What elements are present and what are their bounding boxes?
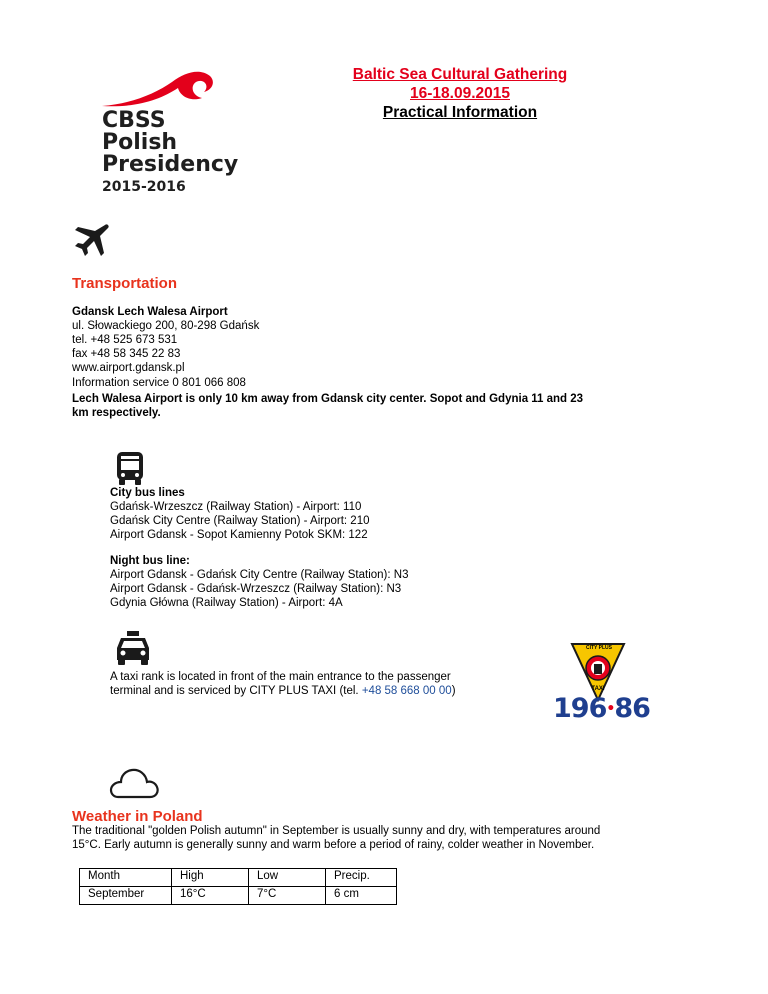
city-bus-line: Gdańsk-Wrzeszcz (Railway Station) - Airport: 110 xyxy=(110,501,362,513)
airplane-icon xyxy=(74,223,110,257)
doc-title: Baltic Sea Cultural Gathering xyxy=(352,66,568,83)
airport-address: ul. Słowackiego 200, 80-298 Gdańsk xyxy=(72,320,260,332)
airport-tel: tel. +48 525 673 531 xyxy=(72,334,178,346)
logo-line-polish: Polish xyxy=(102,130,178,155)
transportation-heading: Transportation xyxy=(72,275,178,292)
table-header-month: Month xyxy=(80,869,172,887)
airport-fax: fax +48 58 345 22 83 xyxy=(72,348,181,360)
taxi-phone-link[interactable]: +48 58 668 00 00 xyxy=(361,685,452,697)
table-header-high: High xyxy=(172,869,249,887)
taxi-text-prefix: terminal and is serviced by CITY PLUS TAXI (tel. xyxy=(110,685,362,697)
taxi-text-line1: A taxi rank is located in front of the main entrance to the passenger xyxy=(110,671,451,683)
cloud-icon xyxy=(108,766,160,800)
airport-name: Gdansk Lech Walesa Airport xyxy=(72,306,228,318)
night-bus-line: Airport Gdansk - Gdańsk City Centre (Railway Station): N3 xyxy=(110,569,409,581)
night-bus-line: Gdynia Główna (Railway Station) - Airport: 4A xyxy=(110,597,343,609)
table-cell-high: 16°C xyxy=(172,887,249,905)
cbss-wave-logo xyxy=(100,66,215,110)
taxi-icon xyxy=(113,630,153,666)
bus-icon xyxy=(114,450,146,486)
airport-info-service: Information service 0 801 066 808 xyxy=(72,377,246,389)
table-cell-month: September xyxy=(80,887,172,905)
weather-text-line2: 15°C. Early autumn is generally sunny and warm before a period of rainy, colder weather in November. xyxy=(72,839,595,851)
doc-subtitle: Practical Information xyxy=(382,104,538,121)
logo-line-cbss: CBSS xyxy=(102,108,166,133)
taxi-number-a: 196 xyxy=(553,693,607,724)
weather-heading: Weather in Poland xyxy=(72,808,203,825)
table-cell-precip: 6 cm xyxy=(326,887,397,905)
taxi-number: 196•86 xyxy=(553,693,650,724)
taxi-text-line2 xyxy=(110,684,456,699)
table-header-low: Low xyxy=(249,869,326,887)
airport-website[interactable]: www.airport.gdansk.pl xyxy=(72,362,185,374)
table-header-precip: Precip. xyxy=(326,869,397,887)
table-row xyxy=(80,887,397,905)
airport-distance-line1: Lech Walesa Airport is only 10 km away from Gdansk city center. Sopot and Gdynia 11 and 23 xyxy=(72,393,584,405)
doc-dates: 16-18.09.2015 xyxy=(410,85,510,102)
city-bus-line: Airport Gdansk - Sopot Kamienny Potok SKM: 122 xyxy=(110,529,368,541)
weather-text-line1: The traditional "golden Polish autumn" in September is usually sunny and dry, with temperatures around xyxy=(72,825,601,837)
taxi-badge-top: CITY PLUS xyxy=(585,645,613,651)
table-row xyxy=(80,869,397,887)
airport-distance-line2: km respectively. xyxy=(72,407,161,419)
table-cell-low: 7°C xyxy=(249,887,326,905)
city-bus-heading: City bus lines xyxy=(110,487,185,499)
night-bus-line: Airport Gdansk - Gdańsk-Wrzeszcz (Railway Station): N3 xyxy=(110,583,402,595)
taxi-number-b: 86 xyxy=(614,693,650,724)
weather-table xyxy=(79,868,397,905)
logo-years: 2015-2016 xyxy=(102,179,186,195)
logo-line-presidency: Presidency xyxy=(102,152,239,177)
night-bus-heading: Night bus line: xyxy=(110,555,190,567)
city-bus-line: Gdańsk City Centre (Railway Station) - Airport: 210 xyxy=(110,515,370,527)
taxi-badge-mid: TAXI xyxy=(591,686,605,692)
taxi-text-suffix: ) xyxy=(451,685,456,697)
